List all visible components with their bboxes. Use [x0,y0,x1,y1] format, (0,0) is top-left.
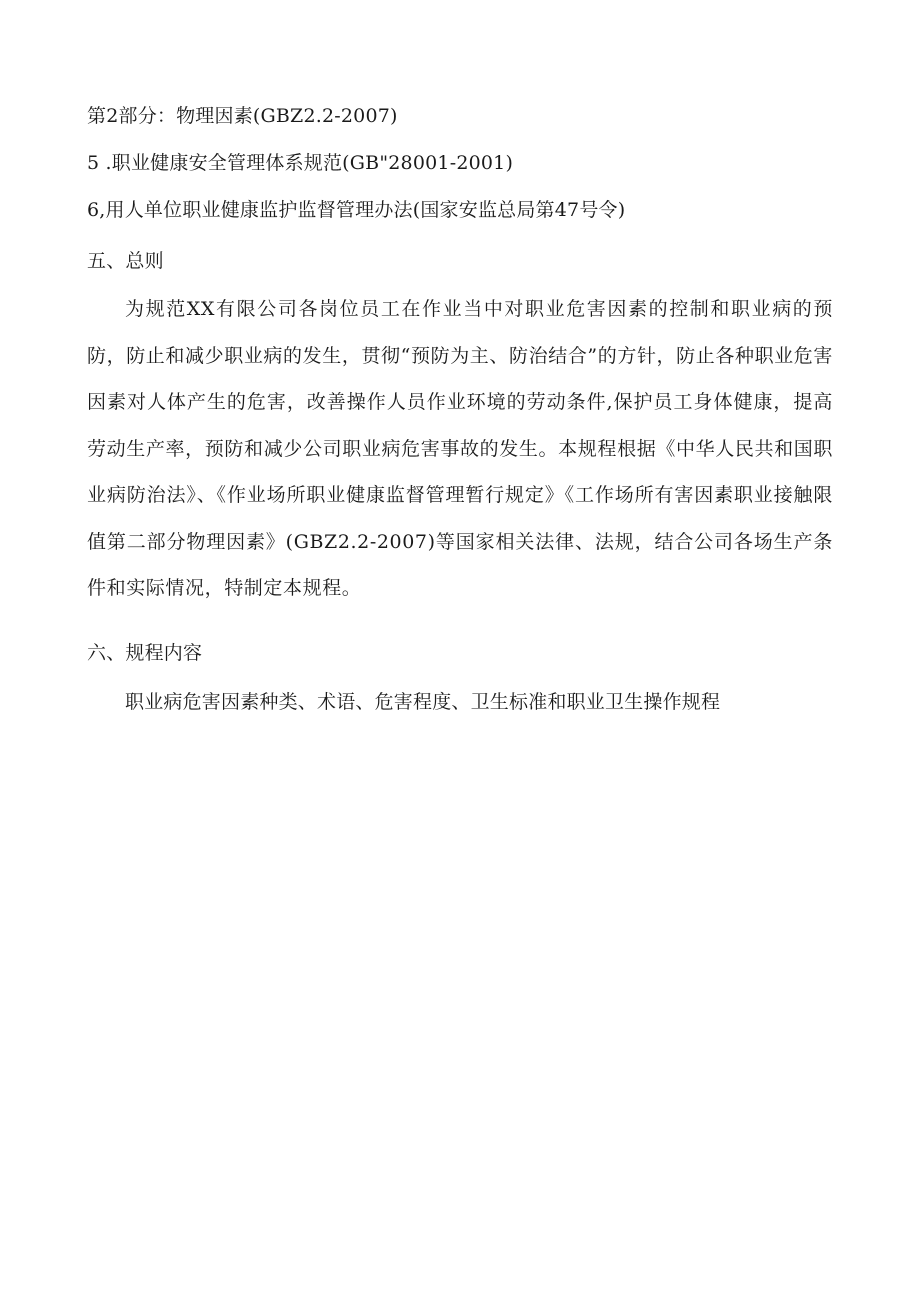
reference-line-5: 5 .职业健康安全管理体系规范(GB"28001-2001) [87,152,514,174]
section-6-heading: 六、规程内容 [87,642,203,664]
section-6-body: 职业病危害因素种类、术语、危害程度、卫生标准和职业卫生操作规程 [125,691,721,713]
section-5-heading: 五、总则 [87,250,164,272]
reference-line-1: 第2部分：物理因素(GBZ2.2-2007) [87,105,398,127]
section-5-body: 为规范XX有限公司各岗位员工在作业当中对职业危害因素的控制和职业病的预防，防止和减少职业病的发生，贯彻“预防为主、防治结合”的方针，防止各种职业危害因素对人体产生的危害，改善操作人员作业环境的劳动条件,保护员工身体健康，提高劳动生产率，预防和减少公司职业病危害事故的发生。本规程根据《中华人民共和国职业病防治法》、《作业场所职业健康监督管理暂行规定》《工作场所有害因素职业接触限值第二部分物理因素》(GBZ2.2-2007)等国家相关法律、法规，结合公司各场生产条件和实际情况，特制定本规程。 [87,298,833,599]
reference-line-6: 6,用人单位职业健康监护监督管理办法(国家安监总局第47号令) [87,199,626,221]
